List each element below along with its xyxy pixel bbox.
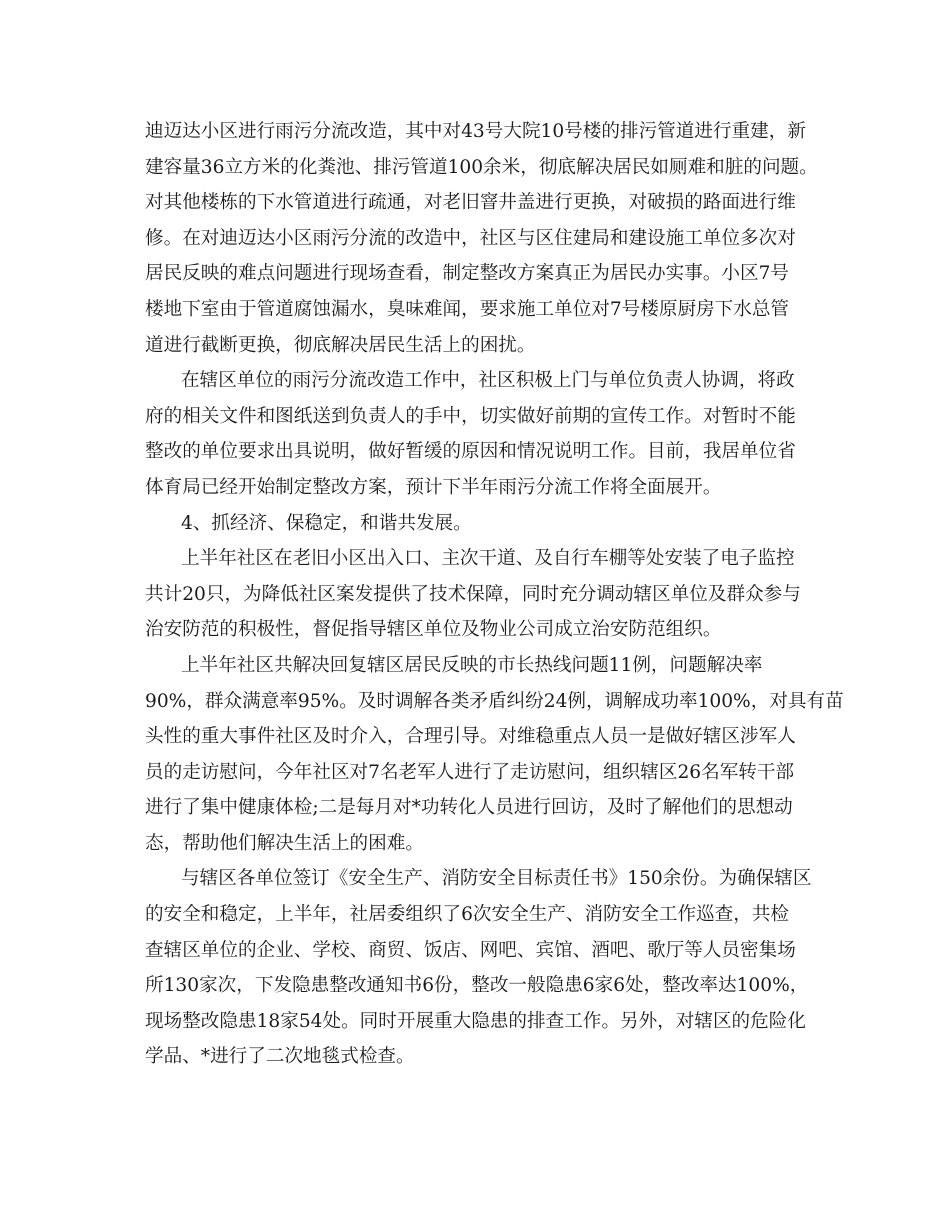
text-line: 道进行截断更换，彻底解决居民生活上的困扰。 [145,334,536,356]
text-line: 所130家次，下发隐患整改通知书6份，整改一般隐患6家6处，整改率达100%， [145,975,809,997]
text-line: 的安全和稳定，上半年，社居委组织了6次安全生产、消防安全工作巡查，共检 [145,904,790,926]
document-body [145,114,844,1075]
text-line: 共计20只，为降低社区案发提供了技术保障，同时充分调动辖区单位及群众参与 [145,583,801,605]
text-line: 府的相关文件和图纸送到负责人的手中，切实做好前期的宣传工作。对暂时不能 [145,405,796,427]
text-line: 楼地下室由于管道腐蚀漏水，臭味难闻，要求施工单位对7号楼原厨房下水总管 [145,298,790,320]
text-line: 员的走访慰问，今年社区对7名老军人进行了走访慰问，组织辖区26名军转干部 [145,761,795,783]
text-line: 现场整改隐患18家54处。同时开展重大隐患的排查工作。另外，对辖区的危险化 [145,1010,806,1032]
text-line: 修。在对迪迈达小区雨污分流的改造中，社区与区住建局和建设施工单位多次对 [145,227,796,249]
text-line: 建容量36立方米的化粪池、排污管道100余米，彻底解决居民如厕难和脏的问题。 [145,156,818,178]
text-line: 头性的重大事件社区及时介入，合理引导。对维稳重点人员一是做好辖区涉军人 [145,726,796,748]
text-line: 整改的单位要求出具说明，做好暂缓的原因和情况说明工作。目前，我居单位省 [145,441,796,463]
paragraph-first-line: 与辖区各单位签订《安全生产、消防安全目标责任书》150余份。为确保辖区 [181,868,812,890]
text-line: 居民反映的难点问题进行现场查看，制定整改方案真正为居民办实事。小区7号 [145,263,790,285]
text-line: 态，帮助他们解决生活上的困难。 [145,832,424,854]
text-line: 治安防范的积极性，督促指导辖区单位及物业公司成立治安防范组织。 [145,619,722,641]
paragraph-first-line: 上半年社区共解决回复辖区居民反映的市长热线问题11例，问题解决率 [181,654,763,676]
paragraph-first-line: 在辖区单位的雨污分流改造工作中，社区积极上门与单位负责人协调，将政 [181,370,795,392]
text-line: 对其他楼栋的下水管道进行疏通，对老旧窨井盖进行更换，对破损的路面进行维 [145,192,796,214]
text-line: 体育局已经开始制定整改方案，预计下半年雨污分流工作将全面展开。 [145,476,722,498]
text-line: 90%，群众满意率95%。及时调解各类矛盾纠纷24例，调解成功率100%，对具有苗 [145,690,844,712]
text-line: 学品、*进行了二次地毯式检查。 [145,1046,415,1068]
section-heading: 4、抓经济、保稳定，和谐共发展。 [181,512,472,534]
text-line: 进行了集中健康体检;二是每月对*功转化人员进行回访，及时了解他们的思想动 [145,797,793,819]
paragraph-first-line: 上半年社区在老旧小区出入口、主次干道、及自行车棚等处安装了电子监控 [181,548,795,570]
text-line: 查辖区单位的企业、学校、商贸、饭店、网吧、宾馆、酒吧、歌厅等人员密集场 [145,939,796,961]
text-line: 迪迈达小区进行雨污分流改造，其中对43号大院10号楼的排污管道进行重建，新 [145,121,806,142]
